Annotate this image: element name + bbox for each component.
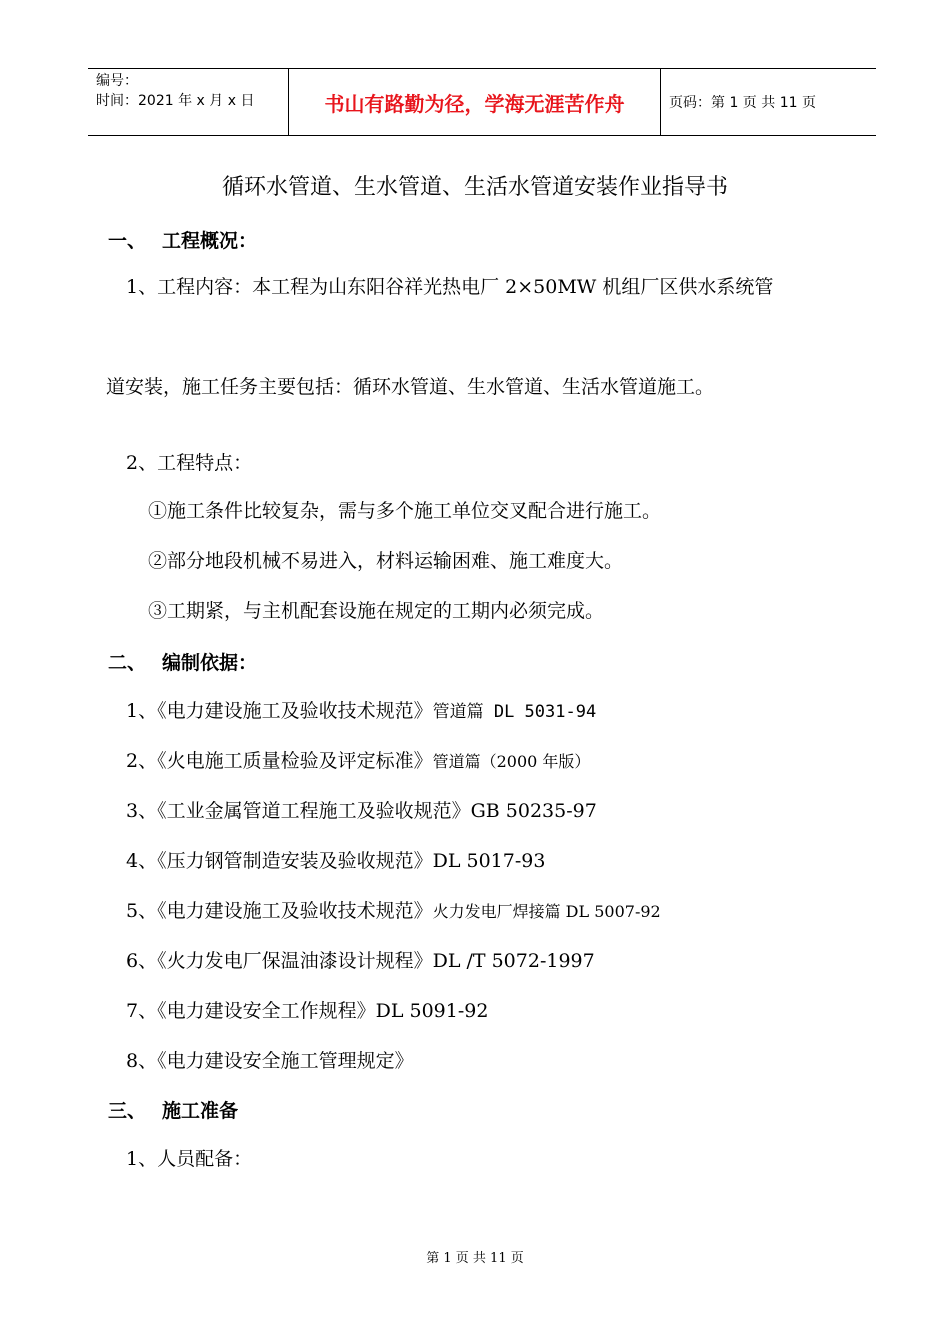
section-title: 编制依据：	[162, 652, 258, 674]
basis-main: 5、《电力建设施工及验收技术规范》	[126, 900, 433, 922]
section-title: 施工准备	[162, 1100, 239, 1122]
page-footer: 第 1 页 共 11 页	[426, 1251, 524, 1266]
document-title: 循环水管道、生水管道、生活水管道安装作业指导书	[221, 175, 728, 200]
number-label: 编号：	[96, 73, 138, 89]
basis-item	[126, 696, 596, 723]
basis-tail: 火力发电厂焊接篇 DL 5007-92	[432, 902, 661, 921]
basis-tail: 管道篇 DL 5031-94	[432, 702, 597, 722]
basis-main: 8、《电力建设安全施工管理规定》	[126, 1050, 414, 1072]
basis-item	[126, 946, 595, 973]
basis-item	[126, 996, 488, 1023]
section-heading-2	[108, 648, 257, 675]
overview-item-2: 2、工程特点：	[126, 452, 253, 474]
section-number: 三、	[108, 1100, 147, 1122]
overview-item-1a: 1、工程内容：本工程为山东阳谷祥光热电厂 2×50MW 机组厂区供水系统管	[126, 276, 774, 298]
feature-item: ②部分地段机械不易进入，材料运输困难、施工难度大。	[148, 550, 624, 572]
basis-main: 1、《电力建设施工及验收技术规范》	[126, 700, 433, 722]
basis-item	[126, 796, 597, 823]
basis-item	[126, 896, 661, 923]
overview-item-1b: 道安装，施工任务主要包括：循环水管道、生水管道、生活水管道施工。	[106, 376, 715, 398]
time-label: 时间：2021 年 x 月 x 日	[96, 93, 255, 109]
motto: 书山有路勤为径，学海无涯苦作舟	[288, 69, 661, 135]
basis-item	[126, 1046, 414, 1073]
basis-item	[126, 746, 590, 773]
basis-item	[126, 846, 545, 873]
basis-tail: 管道篇（2000 年版）	[432, 752, 591, 771]
section-heading-3	[108, 1096, 238, 1123]
feature-item: ③工期紧，与主机配套设施在规定的工期内必须完成。	[148, 600, 605, 622]
section-number: 二、	[108, 652, 147, 674]
basis-main: 6、《火力发电厂保温油漆设计规程》DL /T 5072-1997	[126, 950, 595, 972]
section-number: 一、	[108, 230, 147, 252]
header-info-cell	[88, 69, 288, 135]
section-heading-1	[108, 226, 257, 253]
basis-main: 4、《压力钢管制造安装及验收规范》DL 5017-93	[126, 850, 546, 872]
header-table	[88, 68, 876, 136]
basis-main: 2、《火电施工质量检验及评定标准》	[126, 750, 433, 772]
basis-main: 3、《工业金属管道工程施工及验收规范》GB 50235-97	[126, 800, 597, 822]
feature-item: ①施工条件比较复杂，需与多个施工单位交叉配合进行施工。	[148, 500, 662, 522]
prep-item-1: 1、人员配备：	[126, 1148, 253, 1170]
basis-main: 7、《电力建设安全工作规程》DL 5091-92	[126, 1000, 489, 1022]
page-label: 页码：第 1 页 共 11 页	[669, 95, 816, 111]
section-title: 工程概况：	[162, 230, 258, 252]
